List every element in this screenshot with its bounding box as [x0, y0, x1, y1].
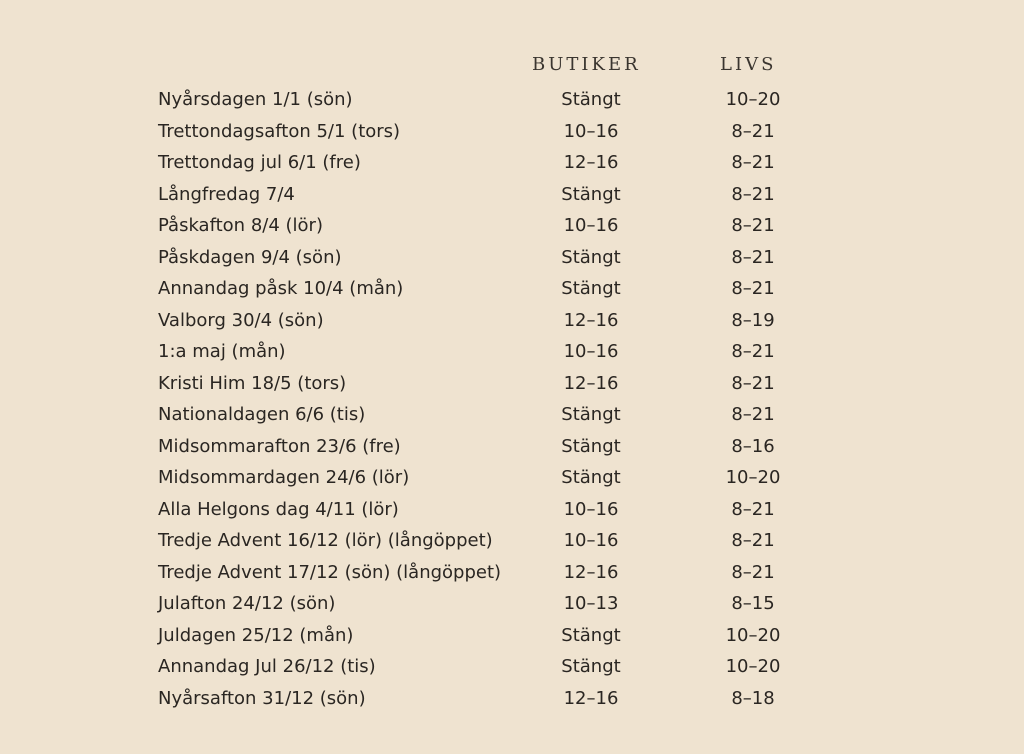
livs-hours: 8–21 [731, 278, 775, 299]
opening-hours-table [0, 84, 1024, 714]
table-row [0, 399, 1024, 431]
table-row [0, 116, 1024, 148]
livs-hours: 8–21 [731, 372, 775, 394]
holiday-name: Nationaldagen 6/6 (tis) [158, 404, 366, 425]
butiker-hours: 10–13 [563, 593, 619, 614]
livs-hours: 8–16 [731, 435, 775, 457]
holiday-name: Valborg 30/4 (sön) [158, 309, 324, 331]
butiker-hours: Stängt [561, 435, 621, 457]
livs-hours: 8–21 [731, 404, 775, 425]
livs-hours: 8–21 [731, 498, 775, 520]
butiker-column-header: BUTIKER [532, 54, 641, 75]
livs-hours: 10–20 [725, 656, 781, 677]
butiker-hours: 12–16 [563, 372, 619, 394]
butiker-hours: 12–16 [563, 309, 619, 331]
holiday-name: Midsommardagen 24/6 (lör) [158, 467, 410, 488]
table-row [0, 305, 1024, 337]
holiday-name: 1:a maj (mån) [158, 341, 286, 362]
butiker-hours: 10–16 [563, 120, 619, 142]
butiker-hours: Stängt [561, 467, 621, 488]
livs-hours: 8–21 [731, 183, 775, 205]
holiday-name: Påskdagen 9/4 (sön) [158, 246, 342, 268]
holiday-name: Tredje Advent 16/12 (lör) (långöppet) [158, 530, 493, 551]
holiday-name: Midsommarafton 23/6 (fre) [158, 435, 401, 457]
livs-hours: 8–15 [731, 593, 775, 614]
holiday-name: Tredje Advent 17/12 (sön) (långöppet) [158, 561, 502, 583]
table-row [0, 210, 1024, 242]
table-row [0, 683, 1024, 715]
table-row [0, 462, 1024, 494]
livs-hours: 10–20 [725, 89, 781, 110]
table-row [0, 557, 1024, 589]
holiday-name: Långfredag 7/4 [158, 183, 295, 205]
butiker-hours: Stängt [561, 89, 621, 110]
livs-hours: 10–20 [725, 624, 781, 646]
livs-hours: 8–21 [731, 152, 775, 173]
holiday-name: Julafton 24/12 (sön) [158, 593, 336, 614]
holiday-name: Annandag Jul 26/12 (tis) [158, 656, 376, 677]
butiker-hours: 10–16 [563, 215, 619, 236]
butiker-hours: Stängt [561, 656, 621, 677]
holiday-name: Juldagen 25/12 (mån) [158, 624, 354, 646]
livs-hours: 8–21 [731, 120, 775, 142]
butiker-hours: Stängt [561, 183, 621, 205]
holiday-name: Annandag påsk 10/4 (mån) [158, 278, 404, 299]
butiker-hours: Stängt [561, 404, 621, 425]
table-row [0, 273, 1024, 305]
table-row [0, 620, 1024, 652]
livs-hours: 8–21 [731, 561, 775, 583]
holiday-name: Nyårsdagen 1/1 (sön) [158, 89, 353, 110]
livs-hours: 8–21 [731, 215, 775, 236]
table-row [0, 147, 1024, 179]
butiker-hours: 12–16 [563, 687, 619, 709]
holiday-name: Nyårsafton 31/12 (sön) [158, 687, 366, 709]
table-row [0, 588, 1024, 620]
table-row [0, 651, 1024, 683]
butiker-hours: 12–16 [563, 152, 619, 173]
livs-hours: 8–21 [731, 530, 775, 551]
holiday-name: Alla Helgons dag 4/11 (lör) [158, 498, 399, 520]
butiker-hours: 10–16 [563, 498, 619, 520]
butiker-hours: Stängt [561, 246, 621, 268]
livs-column-header: LIVS [720, 54, 777, 75]
holiday-name: Kristi Him 18/5 (tors) [158, 372, 347, 394]
table-row [0, 368, 1024, 400]
table-row [0, 179, 1024, 211]
butiker-hours: 10–16 [563, 530, 619, 551]
butiker-hours: 10–16 [563, 341, 619, 362]
table-row [0, 494, 1024, 526]
butiker-hours: 12–16 [563, 561, 619, 583]
table-row [0, 242, 1024, 274]
livs-hours: 8–21 [731, 341, 775, 362]
table-header [0, 54, 1024, 78]
holiday-name: Trettondagsafton 5/1 (tors) [158, 120, 401, 142]
table-row [0, 431, 1024, 463]
butiker-hours: Stängt [561, 624, 621, 646]
livs-hours: 8–18 [731, 687, 775, 709]
table-row [0, 84, 1024, 116]
livs-hours: 8–19 [731, 309, 775, 331]
butiker-hours: Stängt [561, 278, 621, 299]
table-row [0, 525, 1024, 557]
holiday-name: Trettondag jul 6/1 (fre) [158, 152, 361, 173]
holiday-name: Påskafton 8/4 (lör) [158, 215, 323, 236]
livs-hours: 8–21 [731, 246, 775, 268]
table-row [0, 336, 1024, 368]
livs-hours: 10–20 [725, 467, 781, 488]
